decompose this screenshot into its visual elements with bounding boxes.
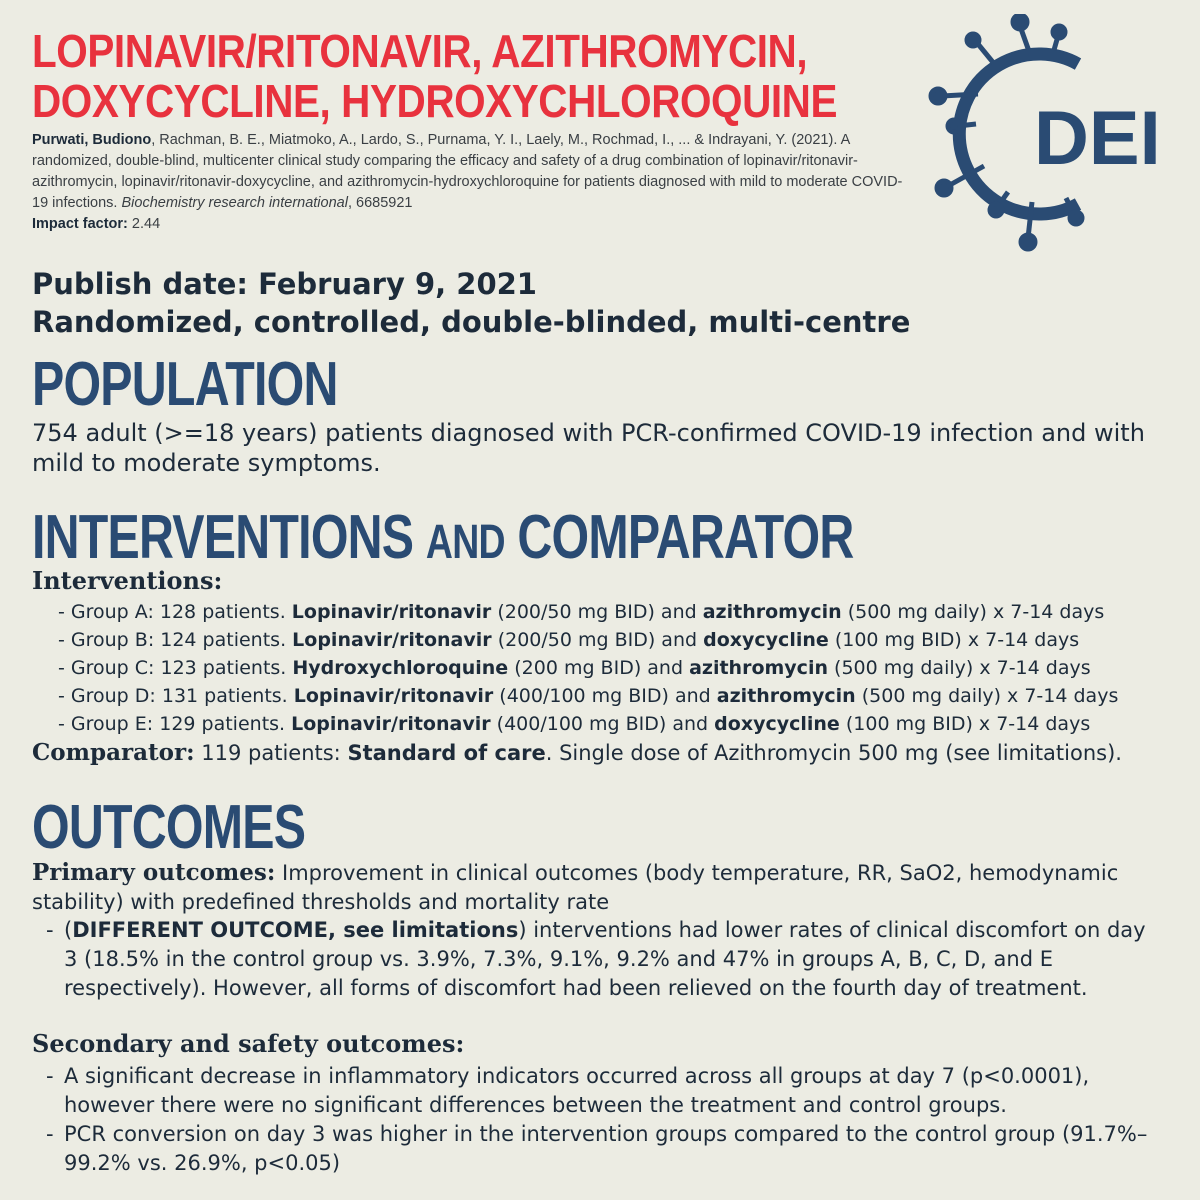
interventions-label: Interventions: xyxy=(32,566,223,595)
citation xyxy=(32,130,912,235)
comparator-bold: Standard of care xyxy=(347,741,546,765)
comparator-rest: . Single dose of Azithromycin 500 mg (see limitations). xyxy=(545,741,1122,765)
title-line-1: LOPINAVIR/RITONAVIR, AZITHROMYCIN, xyxy=(32,25,808,77)
citation-article-no: , 6685921 xyxy=(347,195,413,211)
list-item: - Group B: 124 patients. Lopinavir/ritonavir (200/50 mg BID) and doxycycline (100 mg BID) x 7-14 days xyxy=(58,629,1080,651)
list-item: - Group D: 131 patients. Lopinavir/ritonavir (400/100 mg BID) and azithromycin (500 mg daily) x 7-14 days xyxy=(58,685,1119,707)
dei-logo-icon xyxy=(918,14,1168,254)
title-line-2: DOXYCYCLINE, HYDROXYCHLOROQUINE xyxy=(32,75,838,127)
primary-outcomes xyxy=(32,858,1162,917)
logo-text: DEI xyxy=(1034,96,1161,181)
citation-authors-bold: Purwati, Budiono xyxy=(32,132,152,148)
comparator-count: 119 patients: xyxy=(201,741,341,765)
interventions-heading-main: INTERVENTIONS xyxy=(32,503,414,572)
population-text: 754 adult (>=18 years) patients diagnosed with PCR-confirmed COVID-19 infection and with mild to moderate symptoms. xyxy=(32,419,1145,477)
primary-bullet: - (DIFFERENT OUTCOME, see limitations) interventions had lower rates of clinical discomfort on day 3 (18.5% in the control group vs. 3.9%, 7.3%, 9.1%, 9.2% and 47% in groups A, B, C, D, and E respectively). However, all forms of discomfort had been relieved on the fourth day of treatment. xyxy=(46,918,1146,1000)
publish-info xyxy=(32,265,910,341)
citation-authors-rest: , Rachman, B. E., Miatmoko, A., Lardo, S., Purnama, Y. I., Laely, M., Rochmad, I., ... & Indrayani, Y. (2021). A randomized, double-blind, multicenter clinical study comparing the efficacy and safety of a drug combination of lopinavir/ritonavir-azithromycin, lopinavir/ritonavir-doxycycline, and azithromycin-hydroxychloroquine for patients diagnosed with mild to moderate COVID-19 infections. xyxy=(32,132,903,211)
impact-factor-label: Impact factor: xyxy=(32,216,128,232)
primary-bullet-text: ) interventions had lower rates of clinical discomfort on day 3 (18.5% in the control group vs. 3.9%, 7.3%, 9.1%, 9.2% and 47% in groups A, B, C, D, and E respectively). However, all forms of discomfort had been relieved on the fourth day of treatment. xyxy=(64,918,1146,1000)
citation-journal: Biochemistry research international xyxy=(121,195,348,211)
list-item: - Group C: 123 patients. Hydroxychloroquine (200 mg BID) and azithromycin (500 mg daily) x 7-14 days xyxy=(58,657,1091,679)
study-design: Randomized, controlled, double-blinded, multi-centre xyxy=(32,305,911,339)
impact-factor-value: 2.44 xyxy=(131,216,161,232)
primary-bullet-bold: DIFFERENT OUTCOME, see limitations xyxy=(72,918,519,942)
secondary-bullet: - A significant decrease in inflammatory indicators occurred across all groups at day 7 (p<0.0001), however there were no significant differences between the treatment and control groups. xyxy=(46,1064,1090,1117)
outcomes-heading: OUTCOMES xyxy=(32,793,306,862)
population-heading: POPULATION xyxy=(32,350,338,419)
group-list xyxy=(58,598,1178,738)
list-item: - Group E: 129 patients. Lopinavir/ritonavir (400/100 mg BID) and doxycycline (100 mg BID) x 7-14 days xyxy=(58,713,1091,735)
comparator-label: Comparator: xyxy=(32,739,195,766)
primary-outcomes-text: Improvement in clinical outcomes (body temperature, RR, SaO2, hemodynamic stability) with predefined thresholds and mortality rate xyxy=(32,861,1119,914)
page-title xyxy=(32,25,838,127)
publish-date: Publish date: February 9, 2021 xyxy=(32,267,537,301)
list-item: - Group A: 128 patients. Lopinavir/ritonavir (200/50 mg BID) and azithromycin (500 mg daily) x 7-14 days xyxy=(58,601,1105,623)
primary-outcomes-label: Primary outcomes: xyxy=(32,859,276,886)
interventions-heading-and: AND xyxy=(425,516,505,569)
secondary-outcomes-label: Secondary and safety outcomes: xyxy=(32,1029,465,1058)
secondary-bullet: - PCR conversion on day 3 was higher in the intervention groups compared to the control group (91.7%–99.2% vs. 26.9%, p<0.05) xyxy=(46,1122,1148,1175)
interventions-heading-end: COMPARATOR xyxy=(517,503,854,572)
comparator xyxy=(32,738,1182,768)
